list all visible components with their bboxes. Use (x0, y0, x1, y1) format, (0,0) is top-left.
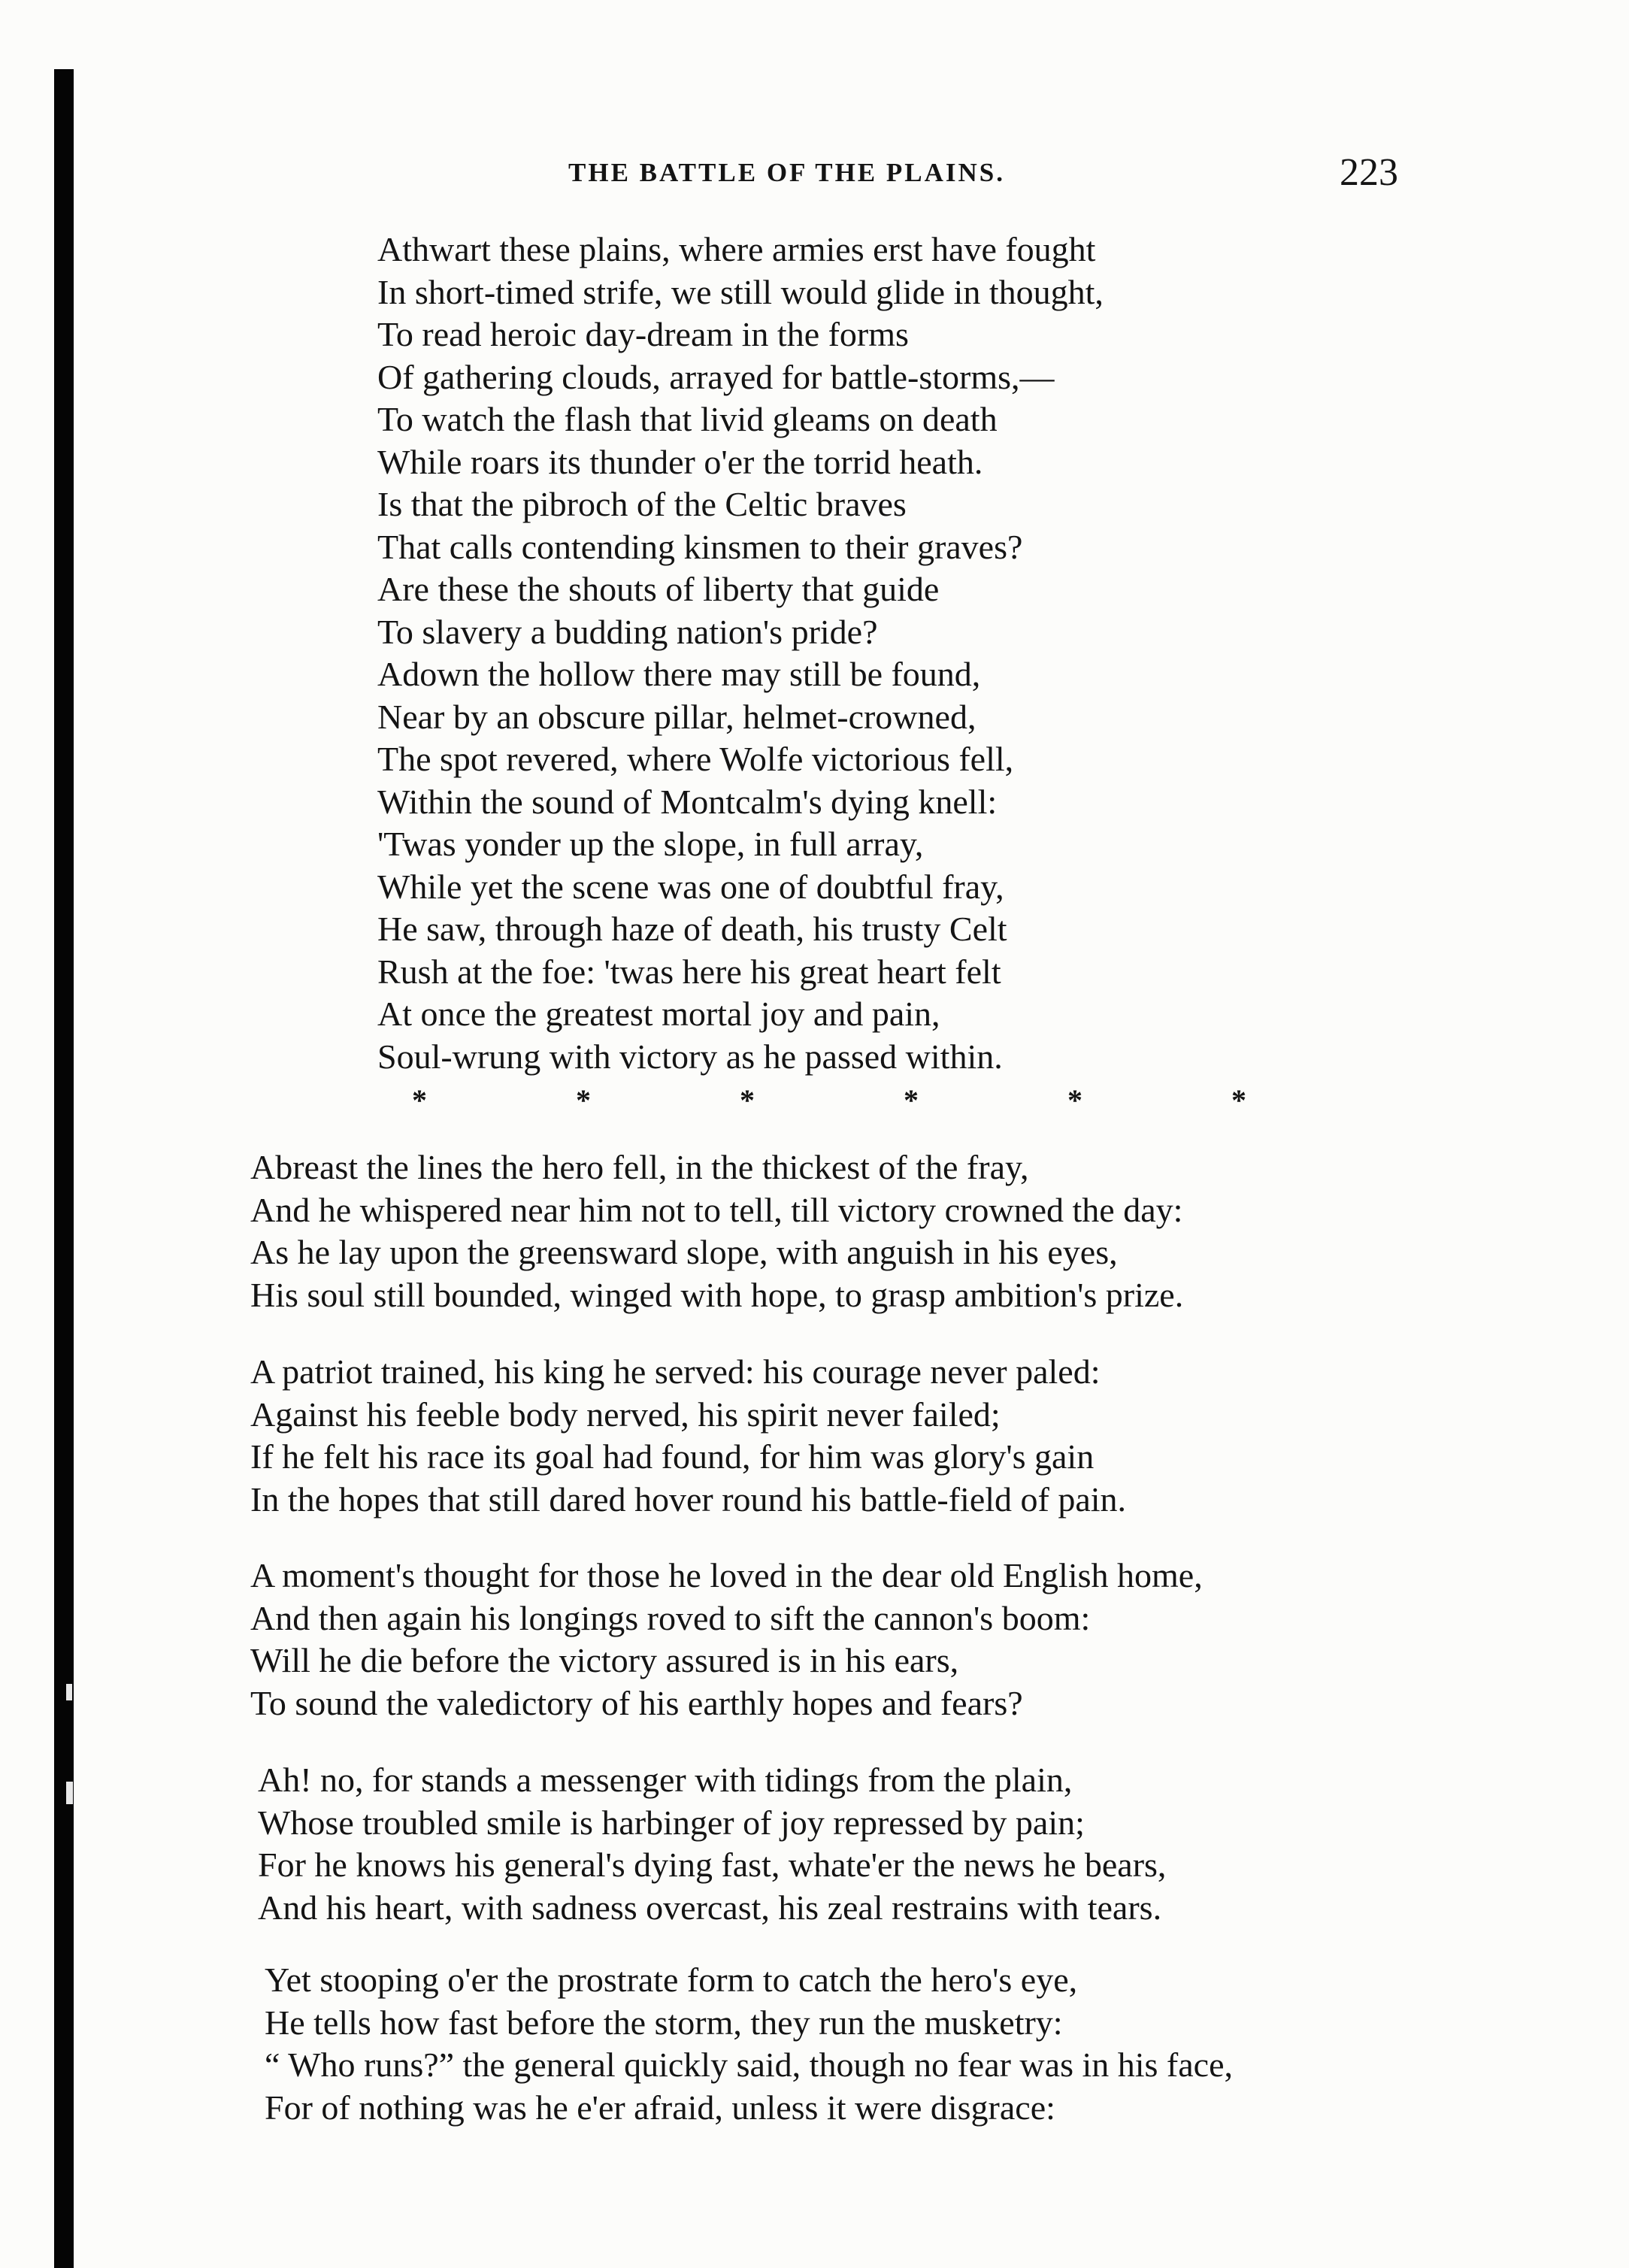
poem-line: Is that the pibroch of the Celtic braves (377, 485, 907, 523)
poem-line: At once the greatest mortal joy and pain, (377, 995, 940, 1033)
asterisk: * (412, 1083, 427, 1117)
blank-verse-passage (377, 229, 1104, 1078)
stanza (250, 1146, 1183, 1316)
poem-line: To watch the flash that livid gleams on death (377, 400, 998, 438)
poem-line: Yet stooping o'er the prostrate form to catch the hero's eye, (265, 1961, 1078, 1999)
poem-line: A patriot trained, his king he served: his courage never paled: (250, 1352, 1101, 1391)
page-number: 223 (1340, 151, 1398, 194)
poem-line: As he lay upon the greensward slope, with anguish in his eyes, (250, 1233, 1118, 1271)
poem-line: Against his feeble body nerved, his spirit never failed; (250, 1394, 1001, 1434)
poem-line: His soul still bounded, winged with hope, to grasp ambition's prize. (250, 1275, 1184, 1314)
poem-line: And he whispered near him not to tell, till victory crowned the day: (250, 1190, 1183, 1229)
scan-edge-speck (66, 1684, 72, 1700)
poem-line: Rush at the foe: 'twas here his great heart felt (377, 952, 1001, 991)
asterisk: * (576, 1083, 591, 1117)
poem-line: While yet the scene was one of doubtful fray, (377, 867, 1004, 906)
poem-line: To read heroic day-dream in the forms (377, 315, 909, 353)
section-break-asterisks (412, 1083, 1246, 1128)
poem-line: He tells how fast before the storm, they run the musketry: (265, 2003, 1063, 2042)
poem-line: And his heart, with sadness overcast, his zeal restrains with tears. (258, 1888, 1162, 1927)
poem-line: Near by an obscure pillar, helmet-crowned, (377, 697, 976, 736)
page-header (0, 150, 1629, 195)
poem-line: Ah! no, for stands a messenger with tidings from the plain, (258, 1761, 1073, 1799)
poem-line: If he felt his race its goal had found, for him was glory's gain (250, 1437, 1095, 1476)
poem-line: For of nothing was he e'er afraid, unless it were disgrace: (265, 2088, 1055, 2127)
poem-line: A moment's thought for those he loved in the dear old English home, (250, 1556, 1203, 1594)
stanza (265, 1959, 1233, 2129)
poem-line: Of gathering clouds, arrayed for battle-storms,— (377, 357, 1055, 396)
poem-line: Adown the hollow there may still be found, (377, 655, 981, 693)
stanza (250, 1555, 1203, 1724)
stanza (250, 1351, 1126, 1521)
poem-line: While roars its thunder o'er the torrid heath. (377, 442, 983, 481)
asterisk: * (904, 1083, 919, 1117)
poem-line: For he knows his general's dying fast, whate'er the news he bears, (258, 1846, 1167, 1884)
poem-line: Soul-wrung with victory as he passed within. (377, 1037, 1003, 1076)
poem-line: Abreast the lines the hero fell, in the thickest of the fray, (250, 1148, 1029, 1186)
poem-line: In short-timed strife, we still would glide in thought, (377, 272, 1104, 311)
poem-line: To slavery a budding nation's pride? (377, 612, 878, 651)
poem-line: 'Twas yonder up the slope, in full array, (377, 825, 924, 863)
asterisk: * (1231, 1083, 1246, 1117)
poem-line: Whose troubled smile is harbinger of joy repressed by pain; (258, 1803, 1085, 1842)
poem-line: Are these the shouts of liberty that guide (377, 570, 940, 608)
poem-line: Within the sound of Montcalm's dying knell: (377, 782, 998, 821)
poem-line: And then again his longings roved to sift the cannon's boom: (250, 1598, 1091, 1637)
poem-line: Will he die before the victory assured is in his ears, (250, 1641, 959, 1679)
poem-line: “ Who runs?” the general quickly said, though no fear was in his face, (265, 2045, 1233, 2084)
asterisk: * (740, 1083, 755, 1117)
poem-line: He saw, through haze of death, his trusty Celt (377, 910, 1007, 948)
poem-line: In the hopes that still dared hover round his battle-field of pain. (250, 1479, 1127, 1519)
poem-line: Athwart these plains, where armies erst have fought (377, 230, 1096, 268)
scan-edge-speck (66, 1782, 73, 1804)
poem-line: That calls contending kinsmen to their graves? (377, 527, 1023, 566)
poem-line: The spot revered, where Wolfe victorious fell, (377, 740, 1014, 778)
stanza (258, 1759, 1166, 1929)
poem-line: To sound the valedictory of his earthly hopes and fears? (250, 1683, 1023, 1722)
running-head: THE BATTLE OF THE PLAINS. (568, 158, 1006, 187)
asterisk: * (1067, 1083, 1082, 1117)
scan-binding-edge (54, 69, 74, 2268)
